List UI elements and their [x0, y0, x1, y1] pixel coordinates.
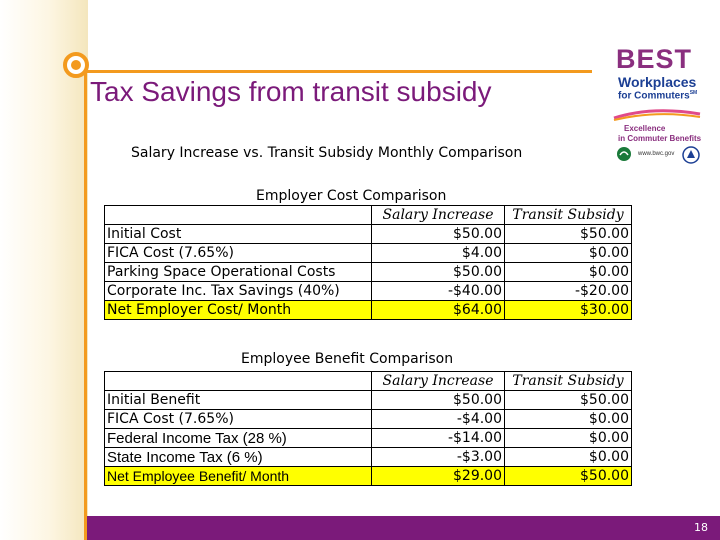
footer-bar: [87, 516, 720, 540]
total-salary-value: $64.00: [372, 301, 505, 320]
table-row: [105, 263, 632, 282]
slide-subtitle: Salary Increase vs. Transit Subsidy Monthly Comparison: [131, 145, 523, 161]
ring-center-dot: [71, 60, 81, 70]
table-row: [105, 448, 632, 467]
total-label: Net Employer Cost/ Month: [105, 301, 372, 320]
transit-value: $50.00: [505, 225, 632, 244]
row-label: Federal Income Tax (28 %): [105, 429, 372, 448]
table-row: [105, 282, 632, 301]
total-transit-value: $50.00: [505, 467, 632, 486]
row-label: Initial Benefit: [105, 391, 372, 410]
header-cell-salary: Salary Increase: [372, 206, 505, 225]
logo-sm-mark: SM: [689, 90, 698, 96]
header-cell-transit: Transit Subsidy: [505, 372, 632, 391]
dot-icon: [682, 146, 700, 164]
transit-value: $0.00: [505, 448, 632, 467]
transit-value: $0.00: [505, 244, 632, 263]
salary-value: $50.00: [372, 391, 505, 410]
logo-for-commuters-label: for Commuters: [618, 90, 690, 102]
header-cell-label: [105, 206, 372, 225]
table-row: [105, 429, 632, 448]
transit-value: $0.00: [505, 429, 632, 448]
row-label: State Income Tax (6 %): [105, 448, 372, 467]
slide-title: Tax Savings from transit subsidy: [90, 76, 492, 107]
table-row: [105, 244, 632, 263]
salary-value: -$14.00: [372, 429, 505, 448]
logo-best-text: BEST: [616, 44, 693, 74]
logo-swoosh-icon: [612, 108, 702, 122]
header-cell-transit: Transit Subsidy: [505, 206, 632, 225]
salary-value: -$4.00: [372, 410, 505, 429]
left-gradient-band: [0, 0, 88, 540]
employee-section-title: Employee Benefit Comparison: [241, 351, 454, 367]
logo-excellence-line2: in Commuter Benefits: [618, 134, 702, 143]
transit-value: -$20.00: [505, 282, 632, 301]
table-header-row: [105, 372, 632, 391]
row-label: FICA Cost (7.65%): [105, 244, 372, 263]
total-label: Net Employee Benefit/ Month: [105, 467, 372, 486]
transit-value: $50.00: [505, 391, 632, 410]
page-number: 18: [694, 521, 708, 534]
best-workplaces-logo: [594, 42, 712, 166]
row-label: Parking Space Operational Costs: [105, 263, 372, 282]
table-row: [105, 391, 632, 410]
title-underline: [84, 70, 592, 73]
total-row: [105, 301, 632, 320]
salary-value: $50.00: [372, 225, 505, 244]
logo-url-text: www.bwc.gov: [638, 151, 675, 157]
total-salary-value: $29.00: [372, 467, 505, 486]
salary-value: -$3.00: [372, 448, 505, 467]
salary-value: $50.00: [372, 263, 505, 282]
total-row: [105, 467, 632, 486]
epa-icon: [616, 146, 632, 162]
salary-value: $4.00: [372, 244, 505, 263]
left-vertical-rule: [84, 70, 87, 540]
transit-value: $0.00: [505, 410, 632, 429]
header-cell-label: [105, 372, 372, 391]
transit-value: $0.00: [505, 263, 632, 282]
header-cell-salary: Salary Increase: [372, 372, 505, 391]
table-row: [105, 225, 632, 244]
employee-benefit-table: [104, 371, 632, 486]
row-label: Corporate Inc. Tax Savings (40%): [105, 282, 372, 301]
table-row: [105, 410, 632, 429]
table-header-row: [105, 206, 632, 225]
employer-cost-table: [104, 205, 632, 320]
total-transit-value: $30.00: [505, 301, 632, 320]
salary-value: -$40.00: [372, 282, 505, 301]
logo-excellence-line1: Excellence: [624, 124, 666, 133]
logo-for-commuters-text: [618, 90, 697, 101]
row-label: FICA Cost (7.65%): [105, 410, 372, 429]
row-label: Initial Cost: [105, 225, 372, 244]
logo-workplaces-text: Workplaces: [618, 74, 697, 90]
employer-section-title: Employer Cost Comparison: [256, 188, 447, 204]
